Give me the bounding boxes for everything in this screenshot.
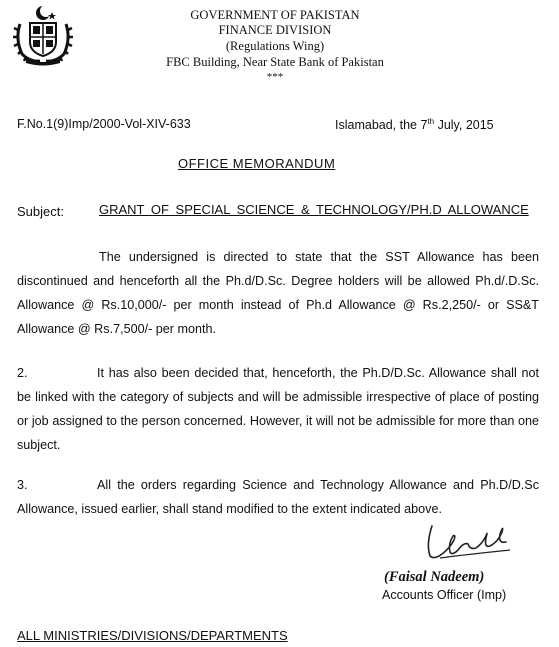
signatory-name: (Faisal Nadeem)	[384, 569, 485, 585]
paragraph-2	[17, 361, 539, 457]
paragraph-1	[17, 245, 539, 341]
paragraph-1-text: The undersigned is directed to state that the SST Allowance has been discontinued and henceforth all the Ph.d/D.Sc. Degree holders will be allowed Ph.d/.D.Sc. Allowance @ Rs.10,000/- per month instead of Ph.d Allowance @ Rs.2,250/- or SS&T Allowance @ Rs.7,500/- per month.	[17, 250, 539, 336]
addressee: ALL MINISTRIES/DIVISIONS/DEPARTMENTS	[17, 628, 288, 643]
subject-label: Subject:	[17, 204, 64, 219]
paragraph-3-number: 3.	[17, 478, 28, 492]
paragraph-3-text: All the orders regarding Science and Technology Allowance and Ph.D/D.Sc Allowance, issued earlier, shall stand modified to the extent indicated above.	[17, 478, 539, 516]
subject-text: GRANT OF SPECIAL SCIENCE & TECHNOLOGY/PH.D ALLOWANCE	[99, 202, 529, 217]
document-title: OFFICE MEMORANDUM	[178, 156, 336, 171]
header-address: FBC Building, Near State Bank of Pakistan	[166, 55, 384, 69]
paragraph-2-text: It has also been decided that, henceforth, the Ph.D/D.Sc. Allowance shall not be linked with the category of subjects and will be admissible irrespective of place of posting or job assigned to the person concerned. However, it will not be admissible for more than one subject.	[17, 366, 539, 452]
place-date: Islamabad, the 7th July, 2015	[335, 117, 494, 133]
header-wing: (Regulations Wing)	[225, 39, 325, 53]
header-government: GOVERNMENT OF PAKISTAN	[190, 8, 360, 22]
header-stars: ***	[266, 71, 284, 83]
handwritten-signature	[420, 514, 520, 564]
paragraph-2-number: 2.	[17, 366, 28, 380]
signatory-designation: Accounts Officer (Imp)	[382, 588, 507, 602]
state-emblem-icon	[12, 4, 74, 66]
file-number: F.No.1(9)Imp/2000-Vol-XIV-633	[17, 117, 191, 131]
header-division: FINANCE DIVISION	[218, 23, 332, 37]
